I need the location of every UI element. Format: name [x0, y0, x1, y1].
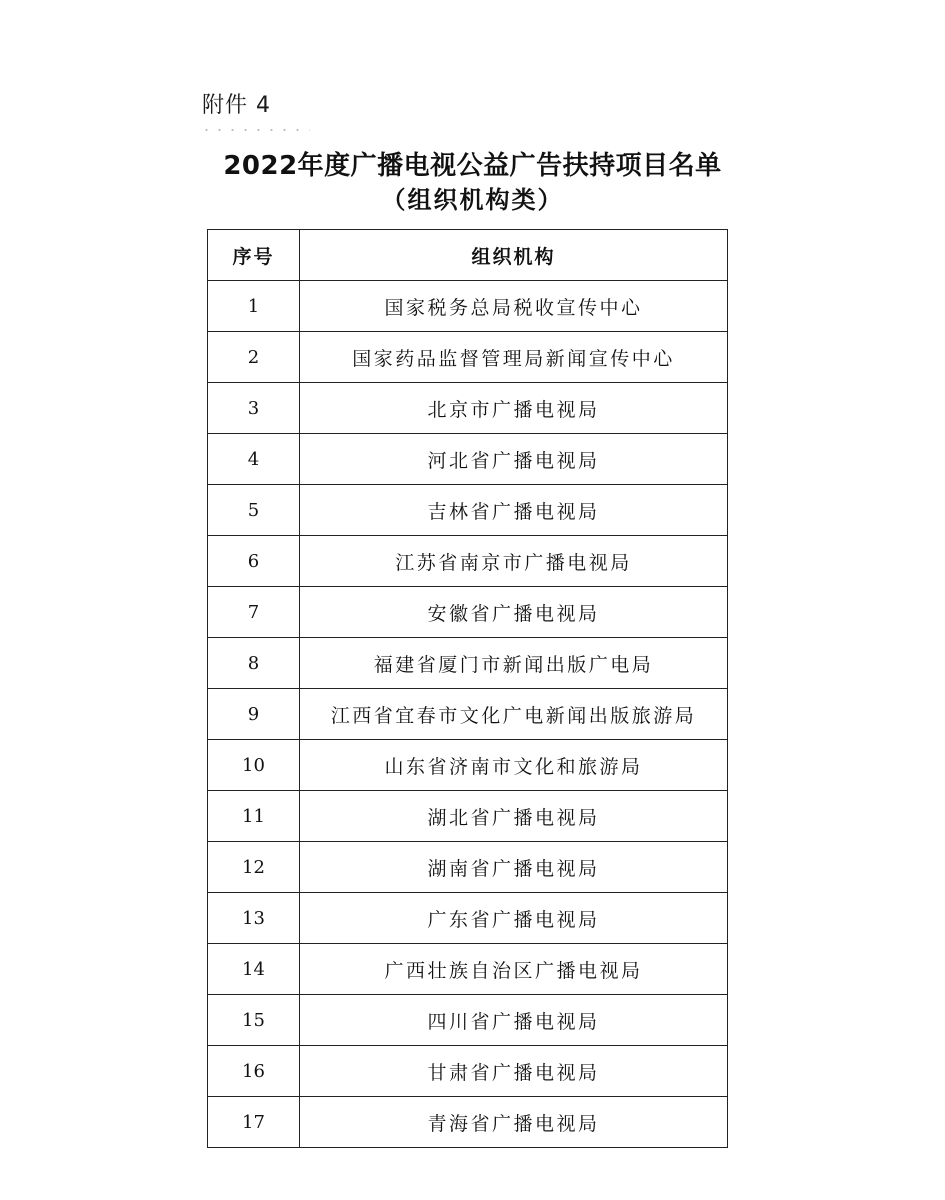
header-index: 序号 [208, 230, 300, 281]
row-organization: 湖南省广播电视局 [300, 842, 728, 893]
row-organization: 四川省广播电视局 [300, 995, 728, 1046]
row-organization: 山东省济南市文化和旅游局 [300, 740, 728, 791]
row-index: 13 [208, 893, 300, 944]
table-row [208, 689, 728, 740]
row-index: 8 [208, 638, 300, 689]
row-index: 3 [208, 383, 300, 434]
row-organization: 安徽省广播电视局 [300, 587, 728, 638]
row-index: 14 [208, 944, 300, 995]
row-index: 6 [208, 536, 300, 587]
table-row [208, 995, 728, 1046]
table-row [208, 791, 728, 842]
row-index: 4 [208, 434, 300, 485]
table-row [208, 1097, 728, 1148]
row-index: 10 [208, 740, 300, 791]
row-organization: 国家药品监督管理局新闻宣传中心 [300, 332, 728, 383]
row-organization: 广东省广播电视局 [300, 893, 728, 944]
document-subtitle: （组织机构类） [381, 186, 564, 214]
row-index: 5 [208, 485, 300, 536]
table-row [208, 485, 728, 536]
table-row [208, 281, 728, 332]
row-index: 1 [208, 281, 300, 332]
table-row [208, 434, 728, 485]
table-row [208, 944, 728, 995]
attachment-label: 附件 4 [202, 93, 271, 118]
table-row [208, 740, 728, 791]
row-index: 12 [208, 842, 300, 893]
organization-table [207, 229, 728, 1148]
row-organization: 国家税务总局税收宣传中心 [300, 281, 728, 332]
table-row [208, 332, 728, 383]
table-row [208, 536, 728, 587]
row-organization: 北京市广播电视局 [300, 383, 728, 434]
table-row [208, 638, 728, 689]
table-row [208, 1046, 728, 1097]
table-header-row [208, 230, 728, 281]
row-organization: 湖北省广播电视局 [300, 791, 728, 842]
row-organization: 吉林省广播电视局 [300, 485, 728, 536]
table-row [208, 842, 728, 893]
scan-noise [200, 126, 310, 134]
row-organization: 甘肃省广播电视局 [300, 1046, 728, 1097]
document-title: 2022年度广播电视公益广告扶持项目名单 [223, 151, 722, 181]
row-index: 7 [208, 587, 300, 638]
row-index: 9 [208, 689, 300, 740]
row-index: 16 [208, 1046, 300, 1097]
row-organization: 河北省广播电视局 [300, 434, 728, 485]
row-organization: 青海省广播电视局 [300, 1097, 728, 1148]
row-organization: 江西省宜春市文化广电新闻出版旅游局 [300, 689, 728, 740]
table-row [208, 893, 728, 944]
header-organization: 组织机构 [300, 230, 728, 281]
row-index: 2 [208, 332, 300, 383]
row-organization: 江苏省南京市广播电视局 [300, 536, 728, 587]
row-index: 15 [208, 995, 300, 1046]
row-organization: 福建省厦门市新闻出版广电局 [300, 638, 728, 689]
table-row [208, 383, 728, 434]
row-index: 17 [208, 1097, 300, 1148]
row-organization: 广西壮族自治区广播电视局 [300, 944, 728, 995]
row-index: 11 [208, 791, 300, 842]
table-row [208, 587, 728, 638]
